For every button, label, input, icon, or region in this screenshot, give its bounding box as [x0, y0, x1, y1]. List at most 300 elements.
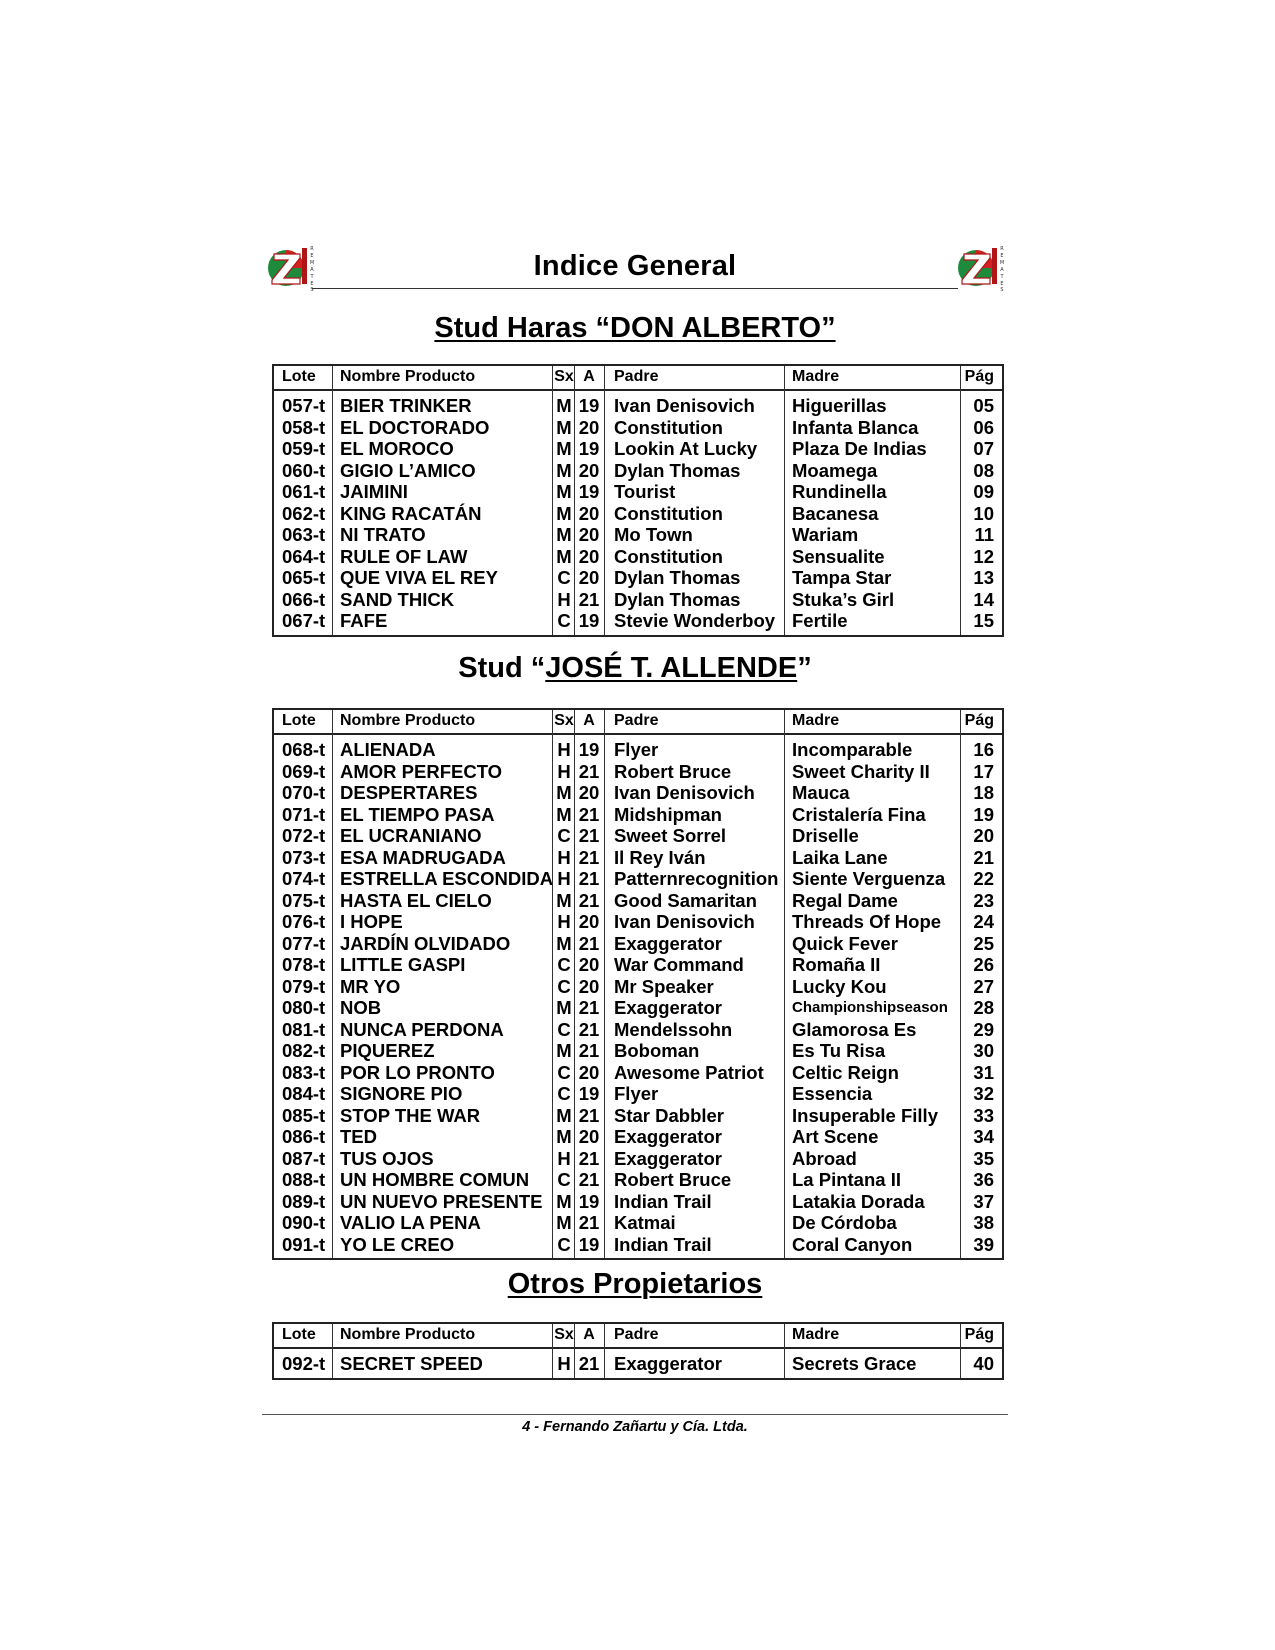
table-row [274, 503, 1002, 525]
cell-edad: 20 [578, 459, 600, 481]
table-row [274, 868, 1002, 890]
cell-edad: 21 [578, 1212, 600, 1233]
cell-nombre-producto: GIGIO L’AMICO [340, 459, 476, 481]
cell-padre: Flyer [614, 739, 659, 760]
cell-edad: 21 [578, 803, 600, 825]
cell-pagina: 07 [973, 438, 994, 459]
cell-edad: 21 [578, 889, 600, 911]
cell-nombre-producto: AMOR PERFECTO [340, 760, 503, 782]
table-row [274, 481, 1002, 503]
table-row [274, 589, 1002, 611]
cell-pagina: 37 [973, 1190, 994, 1212]
cell-pagina: 14 [973, 588, 994, 610]
cell-lote: 080-t [282, 997, 326, 1018]
header-rule [312, 288, 958, 289]
cell-lote: 084-t [282, 1083, 326, 1104]
column-header-lote: Lote [282, 368, 316, 385]
svg-text:A: A [310, 267, 314, 273]
cell-padre: Constitution [614, 545, 723, 567]
svg-text:E: E [310, 253, 314, 259]
cell-madre: Celtic Reign [792, 1061, 899, 1083]
svg-text:T: T [310, 274, 314, 280]
cell-madre: Championshipseason [792, 999, 948, 1016]
cell-lote: 085-t [282, 1104, 326, 1126]
svg-text:E: E [1000, 281, 1004, 287]
cell-padre: Ivan Denisovich [614, 395, 755, 416]
cell-nombre-producto: EL TIEMPO PASA [340, 803, 495, 825]
cell-edad: 20 [578, 975, 600, 997]
table-row [274, 1126, 1002, 1148]
table-row [274, 1148, 1002, 1170]
cell-lote: 060-t [282, 459, 326, 481]
column-header-pagina: Pág [964, 712, 994, 729]
cell-nombre-producto: POR LO PRONTO [340, 1061, 495, 1083]
cell-edad: 21 [578, 868, 600, 889]
cell-pagina: 24 [973, 911, 994, 932]
cell-padre: Indian Trail [614, 1233, 712, 1255]
column-divider [552, 710, 553, 1258]
column-header-pagina: Pág [964, 368, 994, 385]
column-divider [574, 710, 575, 1258]
column-header-edad: A [583, 712, 595, 729]
cell-madre: Siente Verguenza [792, 868, 946, 889]
cell-lote: 079-t [282, 975, 326, 997]
cell-nombre-producto: MR YO [340, 975, 401, 997]
svg-text:S: S [310, 287, 314, 292]
column-header-nombre-producto: Nombre Producto [340, 1326, 476, 1343]
table-row [274, 847, 1002, 869]
column-divider [784, 366, 785, 635]
cell-sexo: M [556, 416, 572, 438]
cell-nombre-producto: TUS OJOS [340, 1147, 434, 1169]
cell-lote: 058-t [282, 416, 326, 438]
cell-madre: Higuerillas [792, 395, 887, 416]
cell-madre: Lucky Kou [792, 975, 887, 997]
cell-nombre-producto: SECRET SPEED [340, 1353, 483, 1374]
cell-madre: Sweet Charity II [792, 760, 930, 782]
svg-text:E: E [1000, 253, 1004, 259]
page-header [262, 240, 1008, 296]
column-divider [332, 1324, 333, 1378]
cell-pagina: 10 [973, 502, 994, 524]
column-header-sexo: Sx [554, 712, 574, 729]
cell-lote: 088-t [282, 1169, 326, 1190]
table-body [274, 1349, 1002, 1378]
cell-padre: Good Samaritan [614, 889, 757, 911]
cell-madre: Mauca [792, 782, 850, 803]
cell-nombre-producto: UN NUEVO PRESENTE [340, 1190, 543, 1212]
cell-lote: 072-t [282, 825, 326, 846]
table-row [274, 825, 1002, 847]
column-divider [332, 710, 333, 1258]
column-header-edad: A [583, 1326, 595, 1343]
cell-sexo: C [557, 1018, 571, 1040]
cell-nombre-producto: BIER TRINKER [340, 395, 472, 416]
cell-madre: De Córdoba [792, 1212, 897, 1233]
table-row [274, 976, 1002, 998]
cell-madre: Insuperable Filly [792, 1104, 938, 1126]
cell-padre: Mr Speaker [614, 975, 714, 997]
svg-text:A: A [1000, 267, 1004, 273]
cell-sexo: M [556, 782, 572, 803]
cell-madre: Secrets Grace [792, 1353, 917, 1374]
cell-nombre-producto: NUNCA PERDONA [340, 1018, 504, 1040]
svg-text:E: E [310, 281, 314, 287]
cell-madre: Threads Of Hope [792, 911, 942, 932]
cell-madre: Sensualite [792, 545, 885, 567]
cell-sexo: M [556, 997, 572, 1018]
table-row [274, 997, 1002, 1019]
cell-madre: Regal Dame [792, 889, 898, 911]
cell-edad: 20 [578, 911, 600, 932]
cell-edad: 19 [578, 610, 600, 631]
cell-nombre-producto: RULE OF LAW [340, 545, 468, 567]
cell-nombre-producto: EL UCRANIANO [340, 825, 482, 846]
cell-edad: 20 [578, 567, 600, 588]
cell-pagina: 12 [973, 545, 994, 567]
section-title-otros-propietarios [262, 1268, 1008, 1301]
column-divider [552, 366, 553, 635]
cell-sexo: M [556, 803, 572, 825]
cell-pagina: 40 [973, 1353, 994, 1374]
cell-edad: 21 [578, 760, 600, 782]
column-header-madre: Madre [792, 712, 840, 729]
table-row [274, 933, 1002, 955]
cell-sexo: M [556, 1040, 572, 1061]
cell-pagina: 27 [973, 975, 994, 997]
cell-madre: Quick Fever [792, 932, 898, 954]
cell-pagina: 29 [973, 1018, 994, 1040]
zj-remates-logo-right [956, 240, 1008, 292]
cell-sexo: M [556, 889, 572, 911]
cell-nombre-producto: VALIO LA PENA [340, 1212, 481, 1233]
cell-nombre-producto: SIGNORE PIO [340, 1083, 463, 1104]
section-title-don-alberto [262, 312, 1008, 345]
cell-madre: Art Scene [792, 1126, 879, 1147]
cell-edad: 21 [578, 1018, 600, 1040]
cell-lote: 087-t [282, 1147, 326, 1169]
cell-lote: 091-t [282, 1233, 326, 1255]
column-header-sexo: Sx [554, 368, 574, 385]
cell-nombre-producto: EL DOCTORADO [340, 416, 490, 438]
cell-padre: Robert Bruce [614, 1169, 732, 1190]
cell-edad: 19 [578, 1233, 600, 1255]
column-divider [960, 366, 961, 635]
cell-nombre-producto: PIQUEREZ [340, 1040, 435, 1061]
cell-madre: Plaza De Indias [792, 438, 927, 459]
column-header-padre: Padre [614, 712, 659, 729]
cell-lote: 082-t [282, 1040, 326, 1061]
column-header-sexo: Sx [554, 1326, 574, 1343]
cell-pagina: 33 [973, 1104, 994, 1126]
cell-sexo: C [557, 954, 571, 975]
table-jose-t-allende [272, 708, 1004, 1260]
cell-nombre-producto: I HOPE [340, 911, 403, 932]
section-title-underlined: Otros Propietarios [507, 1268, 763, 1300]
cell-sexo: M [556, 932, 572, 954]
cell-padre: Flyer [614, 1083, 659, 1104]
cell-padre: Robert Bruce [614, 760, 732, 782]
column-divider [574, 366, 575, 635]
cell-padre: Stevie Wonderboy [614, 610, 776, 631]
svg-text:M: M [309, 260, 315, 266]
section-title-underlined: Stud Haras “DON ALBERTO” [434, 312, 836, 344]
section-title-underlined: JOSÉ T. ALLENDE [545, 652, 798, 684]
cell-edad: 21 [578, 588, 600, 610]
cell-sexo: H [557, 846, 571, 868]
cell-lote: 074-t [282, 868, 326, 889]
cell-padre: Ivan Denisovich [614, 782, 755, 803]
cell-nombre-producto: FAFE [340, 610, 388, 631]
page-title: Indice General [533, 250, 737, 282]
cell-nombre-producto: SAND THICK [340, 588, 455, 610]
table-row [274, 911, 1002, 933]
svg-text:R: R [310, 246, 314, 252]
cell-madre: Fertile [792, 610, 848, 631]
cell-madre: Romaña II [792, 954, 881, 975]
table-row [274, 417, 1002, 439]
cell-madre: Abroad [792, 1147, 857, 1169]
cell-padre: Constitution [614, 416, 723, 438]
svg-text:R: R [1000, 246, 1004, 252]
cell-lote: 068-t [282, 739, 326, 760]
cell-sexo: M [556, 438, 572, 459]
cell-padre: Katmai [614, 1212, 676, 1233]
table-row [274, 610, 1002, 632]
svg-text:T: T [1000, 274, 1004, 280]
cell-sexo: H [557, 739, 571, 760]
cell-lote: 073-t [282, 846, 326, 868]
cell-lote: 061-t [282, 481, 326, 502]
cell-lote: 081-t [282, 1018, 326, 1040]
cell-pagina: 19 [973, 803, 994, 825]
cell-lote: 083-t [282, 1061, 326, 1083]
svg-text:M: M [999, 260, 1005, 266]
cell-padre: Midshipman [614, 803, 722, 825]
cell-sexo: H [557, 1353, 571, 1374]
column-divider [960, 710, 961, 1258]
cell-madre: Tampa Star [792, 567, 892, 588]
section-title-suffix: ” [797, 652, 812, 684]
table-row [274, 761, 1002, 783]
table-row [274, 546, 1002, 568]
cell-padre: Exaggerator [614, 1353, 722, 1374]
table-otros-propietarios [272, 1322, 1004, 1380]
cell-lote: 071-t [282, 803, 326, 825]
cell-padre: Exaggerator [614, 1126, 722, 1147]
cell-lote: 059-t [282, 438, 326, 459]
cell-pagina: 13 [973, 567, 994, 588]
cell-edad: 20 [578, 954, 600, 975]
cell-edad: 19 [578, 481, 600, 502]
column-header-nombre-producto: Nombre Producto [340, 368, 476, 385]
cell-madre: Stuka’s Girl [792, 588, 895, 610]
cell-pagina: 23 [973, 889, 994, 911]
cell-edad: 20 [578, 1126, 600, 1147]
cell-sexo: C [557, 567, 571, 588]
table-body [274, 391, 1002, 635]
cell-nombre-producto: ALIENADA [340, 739, 436, 760]
cell-sexo: M [556, 481, 572, 502]
column-divider [604, 710, 605, 1258]
table-don-alberto [272, 364, 1004, 637]
cell-padre: Boboman [614, 1040, 700, 1061]
cell-padre: Dylan Thomas [614, 588, 741, 610]
cell-nombre-producto: UN HOMBRE COMUN [340, 1169, 530, 1190]
cell-pagina: 21 [973, 846, 994, 868]
cell-nombre-producto: LITTLE GASPI [340, 954, 466, 975]
cell-lote: 077-t [282, 932, 326, 954]
cell-sexo: M [556, 395, 572, 416]
cell-madre: Essencia [792, 1083, 873, 1104]
cell-edad: 21 [578, 1104, 600, 1126]
cell-pagina: 30 [973, 1040, 994, 1061]
cell-pagina: 25 [973, 932, 994, 954]
cell-sexo: C [557, 1169, 571, 1190]
cell-sexo: M [556, 545, 572, 567]
cell-madre: Glamorosa Es [792, 1018, 917, 1040]
cell-padre: Indian Trail [614, 1190, 712, 1212]
cell-nombre-producto: QUE VIVA EL REY [340, 567, 498, 588]
cell-sexo: C [557, 825, 571, 846]
cell-sexo: H [557, 868, 571, 889]
column-divider [574, 1324, 575, 1378]
cell-padre: Il Rey Iván [614, 846, 706, 868]
cell-sexo: C [557, 610, 571, 631]
section-title-jose-t-allende [262, 652, 1008, 685]
table-header-row [274, 366, 1002, 391]
table-row [274, 782, 1002, 804]
cell-nombre-producto: NI TRATO [340, 524, 426, 545]
table-row [274, 739, 1002, 761]
cell-sexo: M [556, 1190, 572, 1212]
column-header-lote: Lote [282, 712, 316, 729]
section-title-prefix: Stud “ [458, 652, 546, 684]
cell-nombre-producto: EL MOROCO [340, 438, 454, 459]
cell-pagina: 11 [974, 524, 994, 545]
cell-edad: 21 [578, 932, 600, 954]
cell-lote: 076-t [282, 911, 326, 932]
cell-lote: 065-t [282, 567, 326, 588]
cell-sexo: C [557, 1083, 571, 1104]
cell-pagina: 15 [973, 610, 994, 631]
table-row [274, 1083, 1002, 1105]
table-row [274, 524, 1002, 546]
cell-sexo: H [557, 1147, 571, 1169]
cell-pagina: 20 [973, 825, 994, 846]
cell-edad: 19 [578, 438, 600, 459]
table-row [274, 1191, 1002, 1213]
cell-nombre-producto: JAIMINI [340, 481, 408, 502]
table-row [274, 1169, 1002, 1191]
cell-madre: Driselle [792, 825, 859, 846]
cell-pagina: 35 [973, 1147, 994, 1169]
cell-sexo: C [557, 1061, 571, 1083]
cell-nombre-producto: NOB [340, 997, 382, 1018]
cell-sexo: H [557, 760, 571, 782]
cell-sexo: H [557, 588, 571, 610]
cell-padre: Patternrecognition [614, 868, 779, 889]
cell-madre: Rundinella [792, 481, 887, 502]
cell-madre: Laika Lane [792, 846, 888, 868]
cell-padre: Mendelssohn [614, 1018, 733, 1040]
cell-pagina: 22 [973, 868, 994, 889]
table-header-row [274, 710, 1002, 735]
column-header-padre: Padre [614, 368, 659, 385]
cell-edad: 21 [578, 1353, 600, 1374]
cell-nombre-producto: ESTRELLA ESCONDIDA [340, 868, 554, 889]
column-divider [552, 1324, 553, 1378]
cell-pagina: 32 [973, 1083, 994, 1104]
column-divider [604, 1324, 605, 1378]
cell-edad: 21 [578, 997, 600, 1018]
cell-nombre-producto: TED [340, 1126, 377, 1147]
cell-padre: Lookin At Lucky [614, 438, 758, 459]
cell-pagina: 36 [973, 1169, 994, 1190]
column-divider [604, 366, 605, 635]
column-header-madre: Madre [792, 368, 840, 385]
cell-edad: 20 [578, 545, 600, 567]
table-row [274, 804, 1002, 826]
cell-madre: Infanta Blanca [792, 416, 919, 438]
cell-pagina: 26 [973, 954, 994, 975]
cell-edad: 20 [578, 1061, 600, 1083]
cell-madre: Es Tu Risa [792, 1040, 886, 1061]
cell-padre: Awesome Patriot [614, 1061, 764, 1083]
cell-edad: 21 [578, 1147, 600, 1169]
cell-lote: 092-t [282, 1353, 326, 1374]
cell-pagina: 05 [973, 395, 994, 416]
cell-padre: Exaggerator [614, 932, 722, 954]
column-header-padre: Padre [614, 1326, 659, 1343]
cell-sexo: M [556, 502, 572, 524]
cell-edad: 19 [578, 395, 600, 416]
table-row [274, 1105, 1002, 1127]
column-divider [784, 710, 785, 1258]
column-header-nombre-producto: Nombre Producto [340, 712, 476, 729]
cell-lote: 067-t [282, 610, 326, 631]
cell-pagina: 09 [973, 481, 994, 502]
cell-padre: War Command [614, 954, 744, 975]
cell-edad: 19 [578, 739, 600, 760]
cell-pagina: 34 [973, 1126, 994, 1147]
cell-nombre-producto: JARDÍN OLVIDADO [340, 932, 511, 954]
column-divider [960, 1324, 961, 1378]
cell-edad: 21 [578, 825, 600, 846]
cell-madre: Bacanesa [792, 502, 879, 524]
table-row [274, 460, 1002, 482]
column-header-edad: A [583, 368, 595, 385]
table-row [274, 1019, 1002, 1041]
cell-padre: Dylan Thomas [614, 459, 741, 481]
cell-nombre-producto: KING RACATÁN [340, 502, 482, 524]
cell-edad: 20 [578, 416, 600, 438]
cell-pagina: 08 [973, 459, 994, 481]
cell-pagina: 17 [973, 760, 994, 782]
cell-padre: Exaggerator [614, 997, 722, 1018]
table-row [274, 438, 1002, 460]
cell-pagina: 31 [973, 1061, 994, 1083]
cell-nombre-producto: YO LE CREO [340, 1233, 455, 1255]
cell-pagina: 38 [973, 1212, 994, 1233]
cell-edad: 19 [578, 1190, 600, 1212]
cell-lote: 063-t [282, 524, 326, 545]
table-row [274, 954, 1002, 976]
cell-lote: 057-t [282, 395, 326, 416]
cell-edad: 21 [578, 1040, 600, 1061]
cell-sexo: C [557, 975, 571, 997]
cell-madre: Moamega [792, 459, 878, 481]
